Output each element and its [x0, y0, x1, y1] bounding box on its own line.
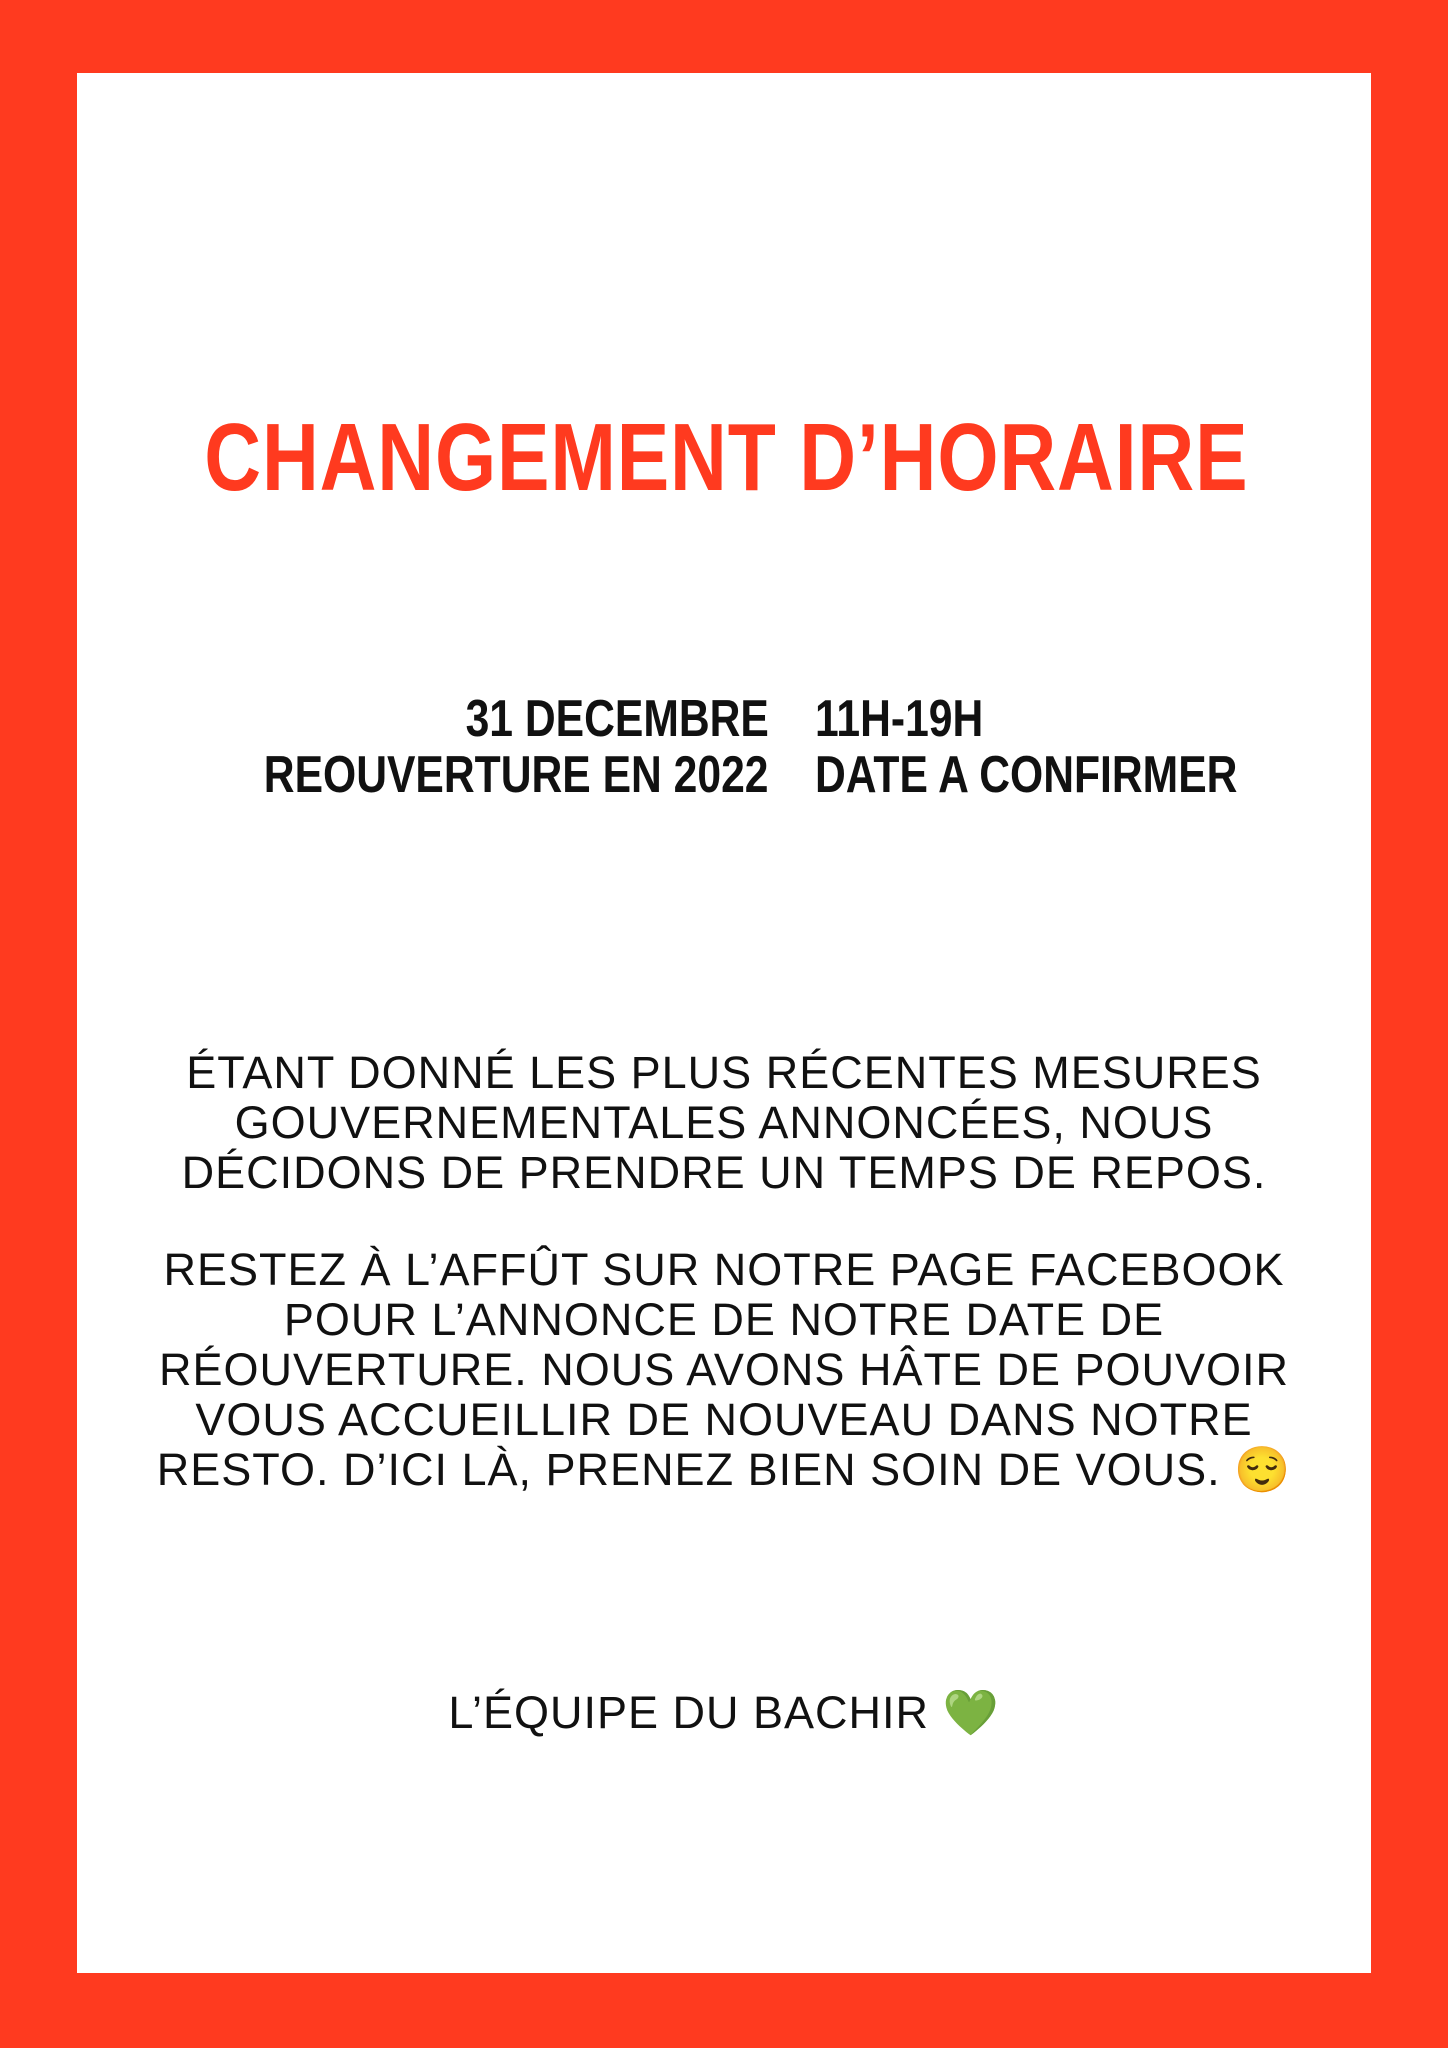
schedule-block	[77, 691, 1371, 811]
schedule-date-label: 31 DECEMBRE	[465, 690, 769, 748]
announcement-paragraph: ÉTANT DONNÉ LES PLUS RÉCENTES MESURES GOUVERNEMENTALES ANNONCÉES, NOUS DÉCIDONS DE PRENDRE UN TEMPS DE REPOS.	[181, 1047, 1267, 1198]
facebook-paragraph: RESTEZ À L’AFFÛT SUR NOTRE PAGE FACEBOOK POUR L’ANNONCE DE NOTRE DATE DE RÉOUVERTURE. NOUS AVONS HÂTE DE POUVOIR VOUS ACCUEILLIR DE NOUVEAU DANS NOTRE RESTO. D’ICI LÀ, PRENEZ BIEN SOIN DE VOUS. 😌	[156, 1244, 1292, 1495]
schedule-row-reopening	[77, 747, 1371, 803]
schedule-hours-value: 11H-19H	[815, 690, 984, 748]
page-title: CHANGEMENT D’HORAIRE	[204, 404, 1249, 511]
reopening-value: DATE A CONFIRMER	[815, 746, 1238, 804]
signature: L’ÉQUIPE DU BACHIR 💚	[448, 1687, 1000, 1738]
schedule-row-december	[77, 691, 1371, 747]
reopening-label: REOUVERTURE EN 2022	[264, 746, 769, 804]
notice-page	[77, 73, 1371, 1973]
